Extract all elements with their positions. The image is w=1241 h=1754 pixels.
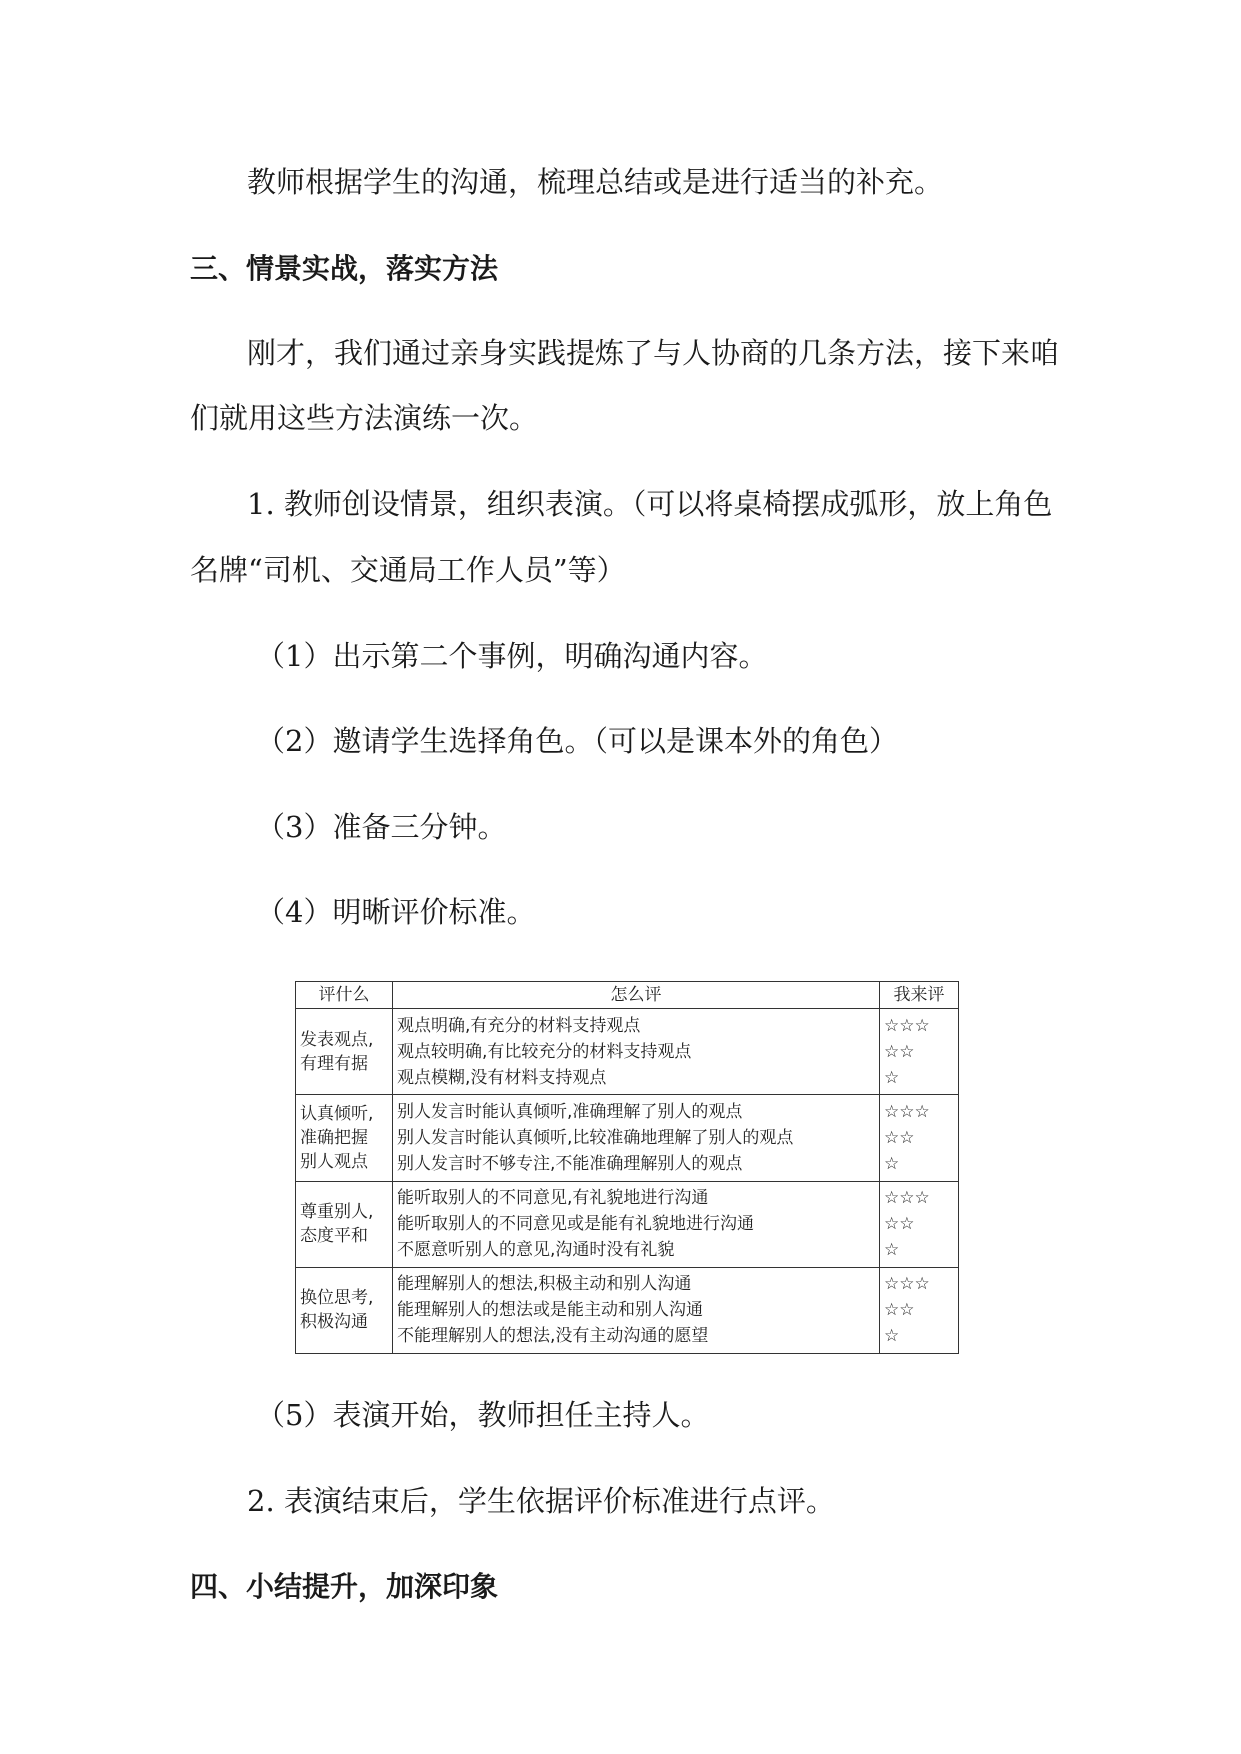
description-cell [393, 1267, 880, 1353]
substep-2: （2）邀请学生选择角色。（可以是课本外的角色） [256, 724, 898, 758]
substep-1: （1）出示第二个事例，明确沟通内容。 [256, 639, 768, 673]
section-heading-4: 四、小结提升，加深印象 [190, 1570, 499, 1603]
star-rating: ☆☆ [884, 1214, 915, 1235]
criterion-cell [296, 1267, 393, 1353]
paragraph-intro-line1: 刚才，我们通过亲身实践提炼了与人协商的几条方法，接下来咱 [247, 336, 1060, 370]
table-row [296, 1095, 959, 1181]
table-header-row [296, 982, 959, 1009]
criterion-text: 尊重别人, [300, 1202, 374, 1223]
criterion-text: 态度平和 [300, 1226, 368, 1247]
criterion-text: 积极沟通 [300, 1312, 368, 1333]
star-rating: ☆ [884, 1326, 900, 1347]
rating-cell [880, 1181, 959, 1267]
criterion-cell [296, 1009, 393, 1095]
criterion-text: 认真倾听, [300, 1103, 374, 1124]
description-text: 能理解别人的想法,积极主动和别人沟通 [397, 1274, 692, 1295]
rating-cell [880, 1095, 959, 1181]
step-1-line2: 名牌“司机、交通局工作人员”等） [190, 553, 626, 587]
header-how: 怎么评 [393, 982, 880, 1009]
description-text: 不能理解别人的想法,没有主动沟通的愿望 [397, 1326, 709, 1347]
substep-3: （3）准备三分钟。 [256, 810, 507, 844]
description-text: 能听取别人的不同意见,有礼貌地进行沟通 [397, 1188, 709, 1209]
header-what: 评什么 [296, 982, 393, 1009]
criterion-text: 准确把握 [300, 1127, 368, 1148]
description-text: 观点模糊,没有材料支持观点 [397, 1067, 607, 1088]
rating-cell [880, 1009, 959, 1095]
description-text: 观点明确,有充分的材料支持观点 [397, 1015, 641, 1036]
star-rating: ☆ [884, 1067, 900, 1088]
criterion-text: 别人观点 [300, 1151, 368, 1172]
paragraph-summary: 教师根据学生的沟通，梳理总结或是进行适当的补充。 [247, 165, 944, 199]
star-rating: ☆☆☆ [884, 1274, 930, 1295]
substep-5: （5）表演开始，教师担任主持人。 [256, 1398, 710, 1432]
table-row [296, 1009, 959, 1095]
criterion-text: 换位思考, [300, 1288, 374, 1309]
substep-4: （4）明晰评价标准。 [256, 895, 536, 929]
evaluation-criteria-table [295, 981, 959, 1354]
description-text: 能理解别人的想法或是能主动和别人沟通 [397, 1300, 703, 1321]
star-rating: ☆☆☆ [884, 1188, 930, 1209]
paragraph-intro-line2: 们就用这些方法演练一次。 [190, 401, 539, 435]
description-cell [393, 1009, 880, 1095]
criterion-cell [296, 1095, 393, 1181]
description-text: 别人发言时能认真倾听,准确理解了别人的观点 [397, 1101, 743, 1122]
table-row [296, 1181, 959, 1267]
star-rating: ☆☆ [884, 1300, 915, 1321]
description-text: 观点较明确,有比较充分的材料支持观点 [397, 1041, 692, 1062]
step-1-line1: 1. 教师创设情景，组织表演。（可以将桌椅摆成弧形，放上角色 [247, 487, 1053, 521]
section-heading-3: 三、情景实战，落实方法 [190, 252, 499, 285]
criterion-text: 发表观点, [300, 1029, 374, 1050]
description-cell [393, 1095, 880, 1181]
star-rating: ☆☆☆ [884, 1101, 930, 1122]
step-2: 2. 表演结束后，学生依据评价标准进行点评。 [247, 1484, 835, 1518]
description-text: 能听取别人的不同意见或是能有礼貌地进行沟通 [397, 1214, 754, 1235]
star-rating: ☆☆☆ [884, 1015, 930, 1036]
criterion-cell [296, 1181, 393, 1267]
star-rating: ☆ [884, 1240, 900, 1261]
star-rating: ☆ [884, 1153, 900, 1174]
description-text: 不愿意听别人的意见,沟通时没有礼貌 [397, 1240, 675, 1261]
description-text: 别人发言时能认真倾听,比较准确地理解了别人的观点 [397, 1127, 794, 1148]
description-text: 别人发言时不够专注,不能准确理解别人的观点 [397, 1153, 743, 1174]
star-rating: ☆☆ [884, 1041, 915, 1062]
description-cell [393, 1181, 880, 1267]
header-rate: 我来评 [880, 982, 959, 1009]
star-rating: ☆☆ [884, 1127, 915, 1148]
rating-cell [880, 1267, 959, 1353]
criterion-text: 有理有据 [300, 1053, 368, 1074]
table-row [296, 1267, 959, 1353]
